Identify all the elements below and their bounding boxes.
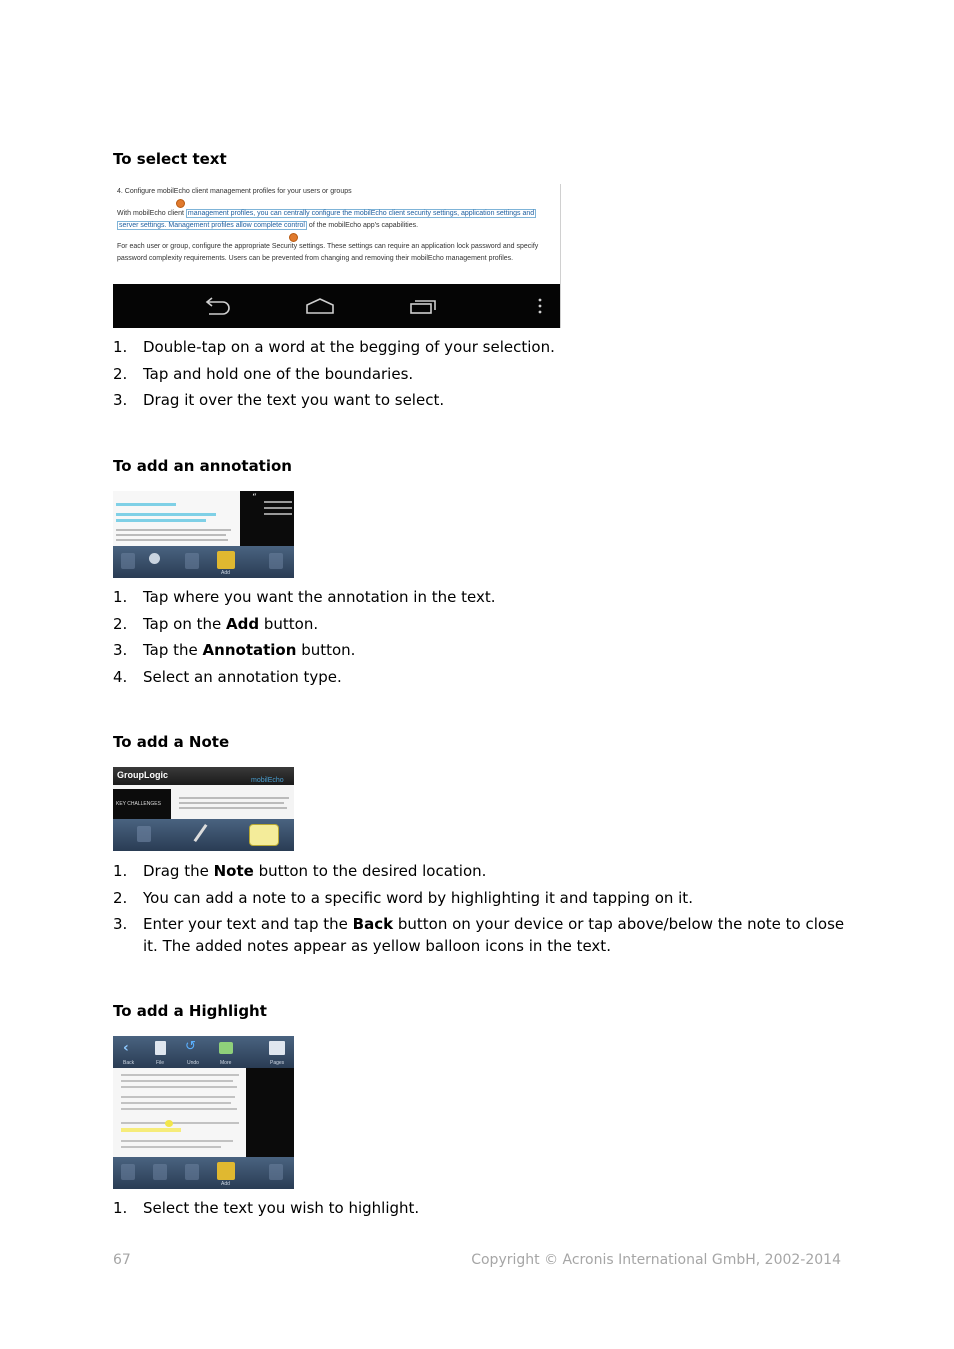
step-text-segment: Tap the bbox=[143, 641, 203, 659]
list-item bbox=[113, 887, 853, 909]
reader-toolbar bbox=[113, 546, 294, 578]
toolbar-label-add: Add bbox=[221, 1181, 230, 1187]
step-number: 4. bbox=[113, 667, 128, 686]
screenshot-text-segment: of the mobilEcho app's capabilities. bbox=[306, 222, 419, 229]
list-item bbox=[113, 613, 853, 635]
section-heading-add-note: To add a Note bbox=[113, 733, 230, 751]
step-text: Select the text you wish to highlight. bbox=[143, 1199, 420, 1217]
step-text: Drag it over the text you want to select. bbox=[143, 391, 445, 409]
step-text-bold: Note bbox=[213, 862, 254, 880]
home-icon bbox=[305, 296, 335, 316]
recent-apps-icon bbox=[409, 296, 437, 316]
screenshot-text-segment: With mobilEcho client bbox=[117, 210, 186, 217]
list-item bbox=[113, 389, 853, 411]
toolbar-tool bbox=[137, 826, 151, 842]
step-text-segment: button. bbox=[296, 641, 356, 659]
add-note-screenshot bbox=[113, 767, 294, 851]
selected-text: server settings. Management profiles allow complete control bbox=[119, 222, 305, 229]
note-balloon-icon bbox=[249, 824, 279, 846]
toolbar-tool bbox=[269, 553, 283, 569]
select-text-screenshot bbox=[113, 184, 561, 328]
challenge-panel bbox=[113, 789, 171, 819]
back-arrow-icon: ‹ bbox=[123, 1040, 129, 1056]
step-number: 1. bbox=[113, 338, 128, 356]
toolbar-label-file: File bbox=[156, 1060, 165, 1066]
magnifier-icon bbox=[149, 553, 160, 564]
toolbar-label-pages: Pages bbox=[270, 1060, 285, 1066]
step-text-segment: button to the desired location. bbox=[253, 862, 487, 880]
step-text-segment: Tap where you want the annotation in the text. bbox=[143, 588, 496, 606]
step-text bbox=[143, 639, 853, 661]
document-page-preview bbox=[113, 491, 240, 546]
reader-top-toolbar bbox=[113, 1036, 294, 1068]
list-item bbox=[113, 363, 853, 385]
app-name: mobilEcho bbox=[251, 777, 284, 784]
screenshot-text-line: 4. Configure mobilEcho client management profiles for your users or groups bbox=[117, 188, 352, 195]
highlighted-text bbox=[121, 1128, 181, 1132]
selected-text: management profiles, you can centrally configure the mobilEcho client security settings, application settings and bbox=[187, 210, 535, 217]
list-item bbox=[113, 666, 853, 688]
selection-handle-start bbox=[176, 199, 185, 208]
selection-handle-end bbox=[289, 233, 298, 242]
step-text: Tap and hold one of the boundaries. bbox=[143, 364, 414, 383]
step-number: 3. bbox=[113, 641, 128, 659]
list-item bbox=[113, 586, 853, 608]
note-toolbar bbox=[113, 819, 294, 851]
add-highlight-steps bbox=[113, 1197, 853, 1224]
list-item bbox=[113, 860, 853, 882]
toolbar-label-undo: Undo bbox=[187, 1060, 199, 1066]
page-number: 67 bbox=[113, 1252, 131, 1268]
step-text-segment: Enter your text and tap the bbox=[143, 915, 353, 933]
section-heading-add-highlight: To add a Highlight bbox=[113, 1002, 267, 1020]
step-text-segment: Tap on the bbox=[143, 614, 226, 633]
add-annotation-steps bbox=[113, 586, 853, 692]
menu-overflow-icon bbox=[537, 296, 543, 316]
screenshot-text-line: For each user or group, configure the appropriate Security settings. These settings can require an application lock password and specify bbox=[117, 243, 539, 250]
reader-bottom-toolbar bbox=[113, 1157, 294, 1189]
step-text-bold: Annotation bbox=[202, 641, 297, 659]
step-text bbox=[143, 913, 853, 957]
section-heading-select-text: To select text bbox=[113, 150, 227, 168]
more-icon bbox=[219, 1042, 233, 1054]
screenshot-text-line: password complexity requirements. Users can be prevented from changing and removing their mobilEcho management profiles. bbox=[117, 255, 514, 262]
android-nav-bar bbox=[113, 284, 561, 328]
toolbar-label-add: Add bbox=[221, 570, 230, 576]
quote-panel: “ bbox=[240, 491, 294, 546]
toolbar-tool bbox=[185, 1164, 199, 1180]
step-text bbox=[143, 613, 853, 635]
toolbar-tool bbox=[185, 553, 199, 569]
step-text: Double-tap on a word at the begging of your selection. bbox=[143, 338, 555, 356]
file-icon bbox=[155, 1041, 166, 1055]
step-text-segment: button. bbox=[259, 614, 319, 633]
step-text-bold: Back bbox=[352, 915, 394, 933]
step-text-bold: Add bbox=[226, 614, 260, 633]
step-number: 1. bbox=[113, 1199, 128, 1217]
back-icon bbox=[203, 296, 231, 316]
list-item bbox=[113, 336, 853, 358]
toolbar-tool bbox=[269, 1164, 283, 1180]
step-text-segment: button on your device or tap above/below the note to close it. The added notes appear as yellow balloon icons in the text. bbox=[143, 915, 845, 955]
undo-icon: ↺ bbox=[185, 1039, 196, 1054]
step-number: 1. bbox=[113, 862, 128, 880]
toolbar-label-more: More bbox=[220, 1060, 232, 1066]
brand-logo-text: GroupLogic bbox=[117, 770, 168, 780]
add-highlight-screenshot bbox=[113, 1036, 294, 1189]
screenshot-text-line bbox=[117, 222, 418, 229]
list-item bbox=[113, 1197, 853, 1219]
step-number: 2. bbox=[113, 614, 128, 633]
side-text-panel bbox=[246, 1068, 294, 1157]
add-note-steps bbox=[113, 860, 853, 962]
step-number: 2. bbox=[113, 364, 128, 383]
add-annotation-screenshot bbox=[113, 491, 294, 578]
toolbar-tool bbox=[121, 553, 135, 569]
step-text bbox=[143, 586, 853, 608]
step-number: 3. bbox=[113, 391, 128, 409]
add-icon bbox=[217, 551, 235, 569]
section-heading-add-annotation: To add an annotation bbox=[113, 457, 292, 475]
pages-icon bbox=[269, 1041, 285, 1055]
pen-icon bbox=[194, 824, 208, 842]
step-text-segment: You can add a note to a specific word by highlighting it and tapping on it. bbox=[143, 888, 693, 907]
toolbar-tool bbox=[153, 1164, 167, 1180]
step-text bbox=[143, 666, 853, 688]
step-text bbox=[143, 887, 853, 909]
step-number: 3. bbox=[113, 915, 128, 933]
add-icon bbox=[217, 1162, 235, 1180]
toolbar-tool bbox=[121, 1164, 135, 1180]
toolbar-label-back: Back bbox=[123, 1060, 135, 1066]
step-number: 2. bbox=[113, 888, 128, 907]
list-item bbox=[113, 639, 853, 661]
copyright-notice: Copyright © Acronis International GmbH, 2002-2014 bbox=[471, 1252, 841, 1268]
challenge-caption: KEY CHALLENGES bbox=[116, 801, 161, 807]
step-text bbox=[143, 860, 853, 882]
step-text-segment: Drag the bbox=[143, 862, 214, 880]
step-number: 1. bbox=[113, 588, 128, 606]
step-text-segment: Select an annotation type. bbox=[143, 667, 342, 686]
list-item bbox=[113, 913, 853, 957]
select-text-steps bbox=[113, 336, 853, 416]
highlight-marker bbox=[165, 1120, 173, 1127]
screenshot-text-line bbox=[117, 210, 536, 217]
